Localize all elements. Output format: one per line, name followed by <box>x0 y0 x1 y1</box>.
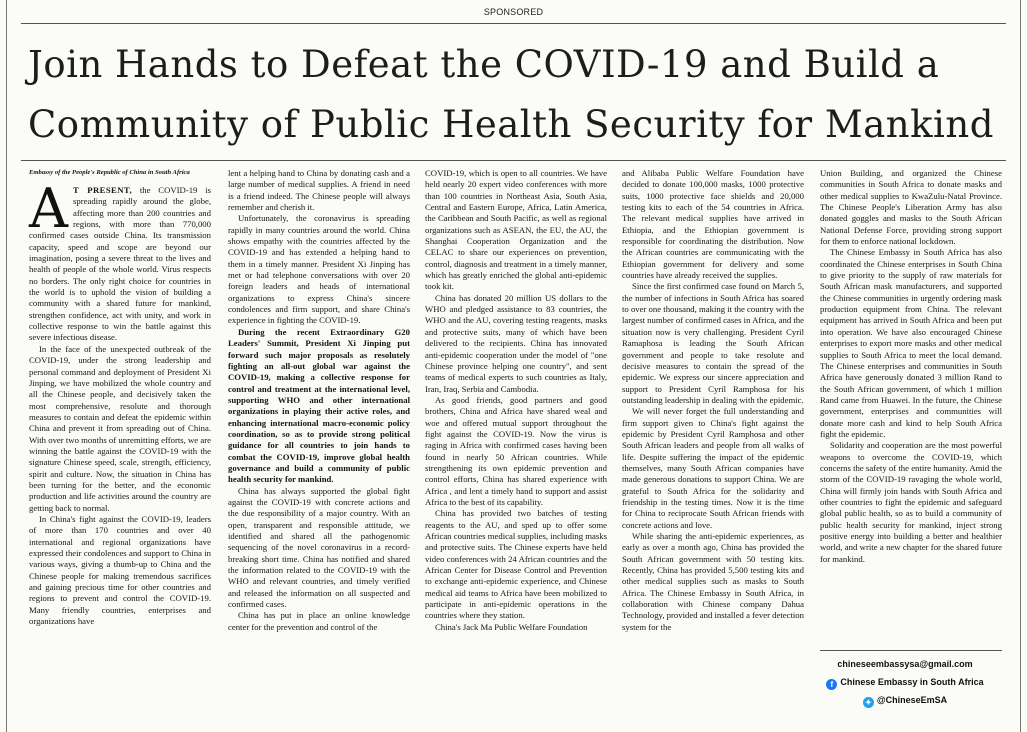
article-column-5 <box>820 168 1002 565</box>
headline <box>28 35 1008 155</box>
facebook-icon: f <box>826 679 837 690</box>
lead-paragraph <box>29 177 212 344</box>
drop-cap: A <box>29 177 68 240</box>
article-column-4 <box>622 168 804 633</box>
twitter-icon: ✦ <box>863 697 874 708</box>
contact-email[interactable]: chineseembassysa@gmail.com <box>837 659 973 669</box>
paragraph: The Chinese Embassy in South Africa has also coordinated the Chinese enterprises in South China to give priority to the supply of raw materials for South African mask manufacturers, and supported the Chinese communities in urgently ordering mask production equipment from China. The relevant equipment has arrived in South Africa and been put into operation. We have also encouraged Chinese enterprises to export more masks and other medical supplies to South Africa to meet the local demand. The Chinese enterprises and communities in South Africa have generously donated 3 million Rand to the South African government, of which 1 million Rand came from Huawei. In the future, the Chinese government, enterprises and communities will donate more cash and kind to help South Africa fight the epidemic. <box>820 247 1002 439</box>
lead-caps: T PRESENT, <box>73 185 133 195</box>
twitter-handle: @ChineseEmSA <box>876 695 948 705</box>
paragraph-bold: During the recent Extraordinary G20 Leaders' Summit, President Xi Jinping put forward such major proposals as resolutely fighting an all-out global war against the COVID-19, making a collective response for control and treatment at the international level, supporting WHO and other international organizations in playing their active roles, and enhancing international macro-economic policy coordination, so as to provide strong political guidance for all countries to join hands to combat the COVID-19, improve global health governance and build a community of public health security for mankind. <box>228 326 410 485</box>
paragraph: China has donated 20 million US dollars to the WHO and pledged assistance to 83 countries, the WHO and the AU, covering testing reagents, masks and protective suits, many of which have been delivered to the recipients. China has innovated anti-epidemic cooperation under the model of "one Chinese province helping one country", and sent teams of medical experts to such countries as Italy, Iran, Iraq, Serbia and Cambodia. <box>425 292 607 394</box>
paragraph: In China's fight against the COVID-19, leaders of more than 170 countries and over 40 international and regional organizations have expressed their condolences and support to China in various ways, giving a thumb-up to China and the Chinese people for making tremendous sacrifices and gaining precious time for other countries and regions to prevent and control the COVID-19. Many friendly countries, enterprises and organizations have <box>29 513 211 627</box>
contact-twitter[interactable] <box>820 695 990 708</box>
contact-facebook[interactable] <box>820 677 990 690</box>
article-column-2 <box>228 168 410 633</box>
headline-rule <box>21 160 1006 161</box>
paragraph: Unfortunately, the coronavirus is spreading rapidly in many countries around the world. China shows empathy with the countries affected by the COVID-19 and has extended a helping hand to them in a timely manner. President Xi Jinping has met or had telephone conversations with over 20 foreign leaders and heads of international organizations to express China's sincere condolences and firm support, and share China's experience in fighting the COVID-19. <box>228 213 410 326</box>
paragraph: Solidarity and cooperation are the most powerful weapons to overcome the COVID-19, which concerns the safety of the entire humanity. Amid the storm of the COVID-19 ravaging the whole world, China will firmly join hands with South Africa and other countries to fight the epidemic and safeguard global public health, so as to build a community of public health security for mankind, inject strong positive energy into building a better and healthier world, and write a new chapter for the shared future for mankind. <box>820 440 1002 564</box>
paragraph: We will never forget the full understanding and firm support given to China's fight against the epidemic by President Cyril Ramphosa and other South African leaders and people from all walks of life. Despite suffering the impact of the epidemic themselves, many South African companies have made generous donations to support China. We are grateful to South Africa for the solidarity and friendship in the testing times. Now it is the time for China to reciprocate South African friends with concrete actions and love. <box>622 406 804 530</box>
paragraph: COVID-19, which is open to all countries. We have held nearly 20 expert video conferences with more than 100 countries in Northeast Asia, South Asia, Central and Eastern Europe, Africa, Latin America, the Caribbean and South Pacific, as well as regional organizations such as ASEAN, the EU, the AU, the Shanghai Cooperation Organization and the CELAC to share our experiences on prevention, control, diagnosis and treatment in a timely manner, which has greatly enriched the global anti-epidemic took kit. <box>425 168 607 292</box>
headline-line-2: Community of Public Health Security for Mankind <box>28 103 994 146</box>
sponsored-label: SPONSORED <box>483 7 544 17</box>
paragraph: China has put in place an online knowledge center for the prevention and control of the <box>228 610 410 632</box>
top-rule <box>21 23 1006 24</box>
paragraph: Since the first confirmed case found on March 5, the number of infections in South Africa has soared to over one thousand, making it the country with the largest number of confirmed cases in Africa, and the situation now is very challenging. President Cyril Ramaphosa is leading the South African government and people to take resolute and decisive measures to contain the spread of the epidemic. We express our sincere appreciation and support to President Cyril Ramphosa for his outstanding leadership in dealing with the epidemic. <box>622 281 804 405</box>
paragraph: China has always supported the global fight against the COVID-19 with concrete actions and the due responsibility of a major country. With an open, transparent and responsible attitude, we identified and shared all the pathogenomic sequencing of the novel coronavirus in a record-breaking short time. China has notified and shared the information related to the COVID-19 with the WHO and relevant countries, and timely verified and released the information on all suspected and confirmed cases. <box>228 485 410 610</box>
byline: Embassy of the People's Republic of China in South Africa <box>29 169 190 176</box>
paragraph: While sharing the anti-epidemic experiences, as early as over a month ago, China has provided the South African government with 50 testing kits. Recently, China has provided 5,500 testing kits and other medical supplies such as masks to South Africa. The Chinese Embassy in South Africa, in collaboration with Chinese company Dahua Technology, provided and installed a fever detection system for the <box>622 531 804 632</box>
article-column-1 <box>29 168 211 627</box>
paragraph: China's Jack Ma Public Welfare Foundation <box>435 621 588 632</box>
headline-line-1: Join Hands to Defeat the COVID-19 and Build a <box>28 43 940 86</box>
paragraph: Union Building, and organized the Chinese communities in South Africa to donate masks and other medical supplies to KwaZulu-Natal Province. The Chinese People's Liberation Army has also donated goggles and masks to the South African National Defense Force, providing strong support for them to enforce national lockdown. <box>820 168 1002 247</box>
article-column-3 <box>425 168 607 633</box>
paragraph: China has provided two batches of testing reagents to the AU, and sped up to offer some African countries medical supplies, including masks and protective suits. The Chinese experts have held video conferences with 24 African countries and the African Center for Disease Control and Prevention to exchange anti-epidemic experience, and Chinese medical aid teams to Africa have been mobilized to participate in anti-epidemic operations in the countries where they station. <box>425 508 607 621</box>
contact-rule <box>820 650 1002 651</box>
paragraph: lent a helping hand to China by donating cash and a large number of medical supplies. A friend in need is a friend indeed. The Chinese people will always remember and cherish it. <box>228 168 410 213</box>
paragraph: In the face of the unexpected outbreak of the COVID-19, under the strong leadership and personal command and deployment of President Xi Jinping, we have mobilized the whole country and all the Chinese people, and decisively taken the most comprehensive, resolute and thorough measures to contain and defeat the epidemic within China and prevent it from spreading out of China. With over two months of unremitting efforts, we are winning the battle against the COVID-19 with the signature Chinese speed, scale, strength, efficiency, spirit and culture. Now, the situation in China has been turning for the better, and the economic production and life activities around the country are getting back to normal. <box>29 343 211 513</box>
paragraph: and Alibaba Public Welfare Foundation have decided to donate 100,000 masks, 1000 protective suits, 1000 protective face shields and 20,000 testing kits to each of the 54 countries in Africa. The relevant medical supplies have arrived in Ethiopia, and the Ethiopian government is responsible for coordinating the distribution. Now the African countries are communicating with the Ethiopian government for delivery and some countries have already received the supplies. <box>622 168 804 281</box>
lead-text: the COVID-19 is spreading rapidly around the globe, affecting more than 200 countries and regions, with more than 770,000 confirmed cases outside China. Its transmission capacity, speed and scope are beyond our imagination, posing a severe threat to the lives and health of people of the whole world. Virus respects no borders. The only right choice for countries in the world is to uphold the vision of building a community with a shared future for mankind, strengthen confidence, act with unity, and work in collective response to win the battle against this severe infectious disease. <box>29 185 212 343</box>
paragraph: As good friends, good partners and good brothers, China and Africa have shared weal and woe and offered mutual support throughout the fight against the COVID-19. Now the virus is raging in Africa with confirmed cases having been found in nearly 50 African countries. While strengthening its own epidemic prevention and control efforts, China has shared experience with Africa , and lent a timely hand to support and assist Africa to the best of its capability. <box>425 394 607 507</box>
facebook-handle: Chinese Embassy in South Africa <box>840 677 984 687</box>
